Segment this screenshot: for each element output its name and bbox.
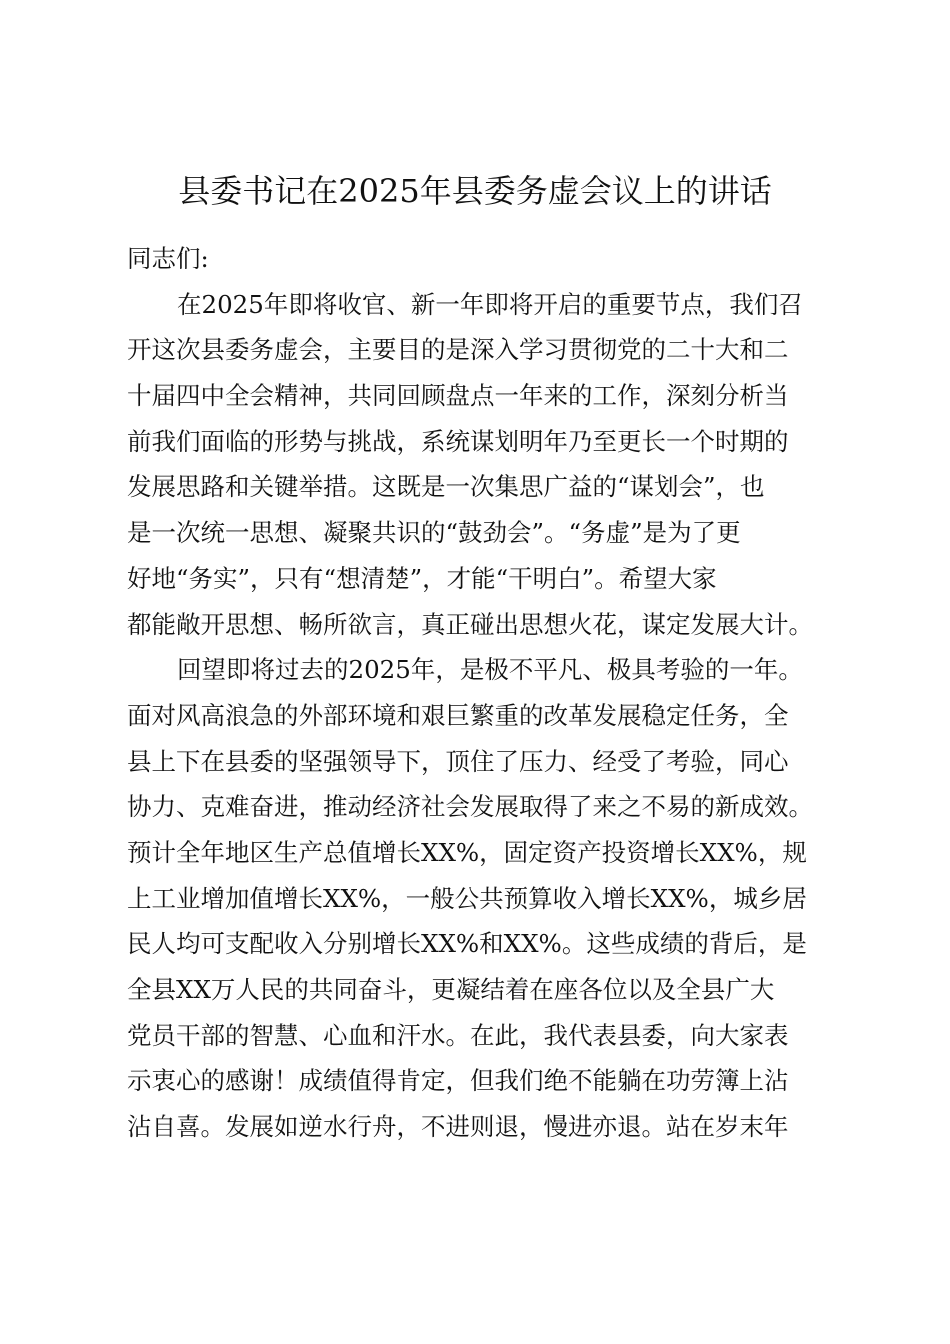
paragraph-2-line: 上工业增加值增长XX%，一般公共预算收入增长XX%，城乡居 — [127, 883, 807, 913]
paragraph-2-line: 示衷心的感谢！成绩值得肯定，但我们绝不能躺在功劳簿上沾 — [127, 1066, 789, 1096]
paragraph-1-line: 十届四中全会精神，共同回顾盘点一年来的工作，深刻分析当 — [127, 381, 789, 411]
paragraph-1-line: 开这次县委务虚会，主要目的是深入学习贯彻党的二十大和二 — [127, 335, 789, 365]
paragraph-1-line: 发展思路和关键举措。这既是一次集思广益的“谋划会”，也 — [127, 472, 765, 502]
paragraph-2-line: 回望即将过去的2025年，是极不平凡、极具考验的一年。 — [177, 655, 803, 685]
paragraph-1-line: 在2025年即将收官、新一年即将开启的重要节点，我们召 — [177, 289, 803, 319]
paragraph-2-line: 预计全年地区生产总值增长XX%，固定资产投资增长XX%，规 — [127, 837, 807, 867]
paragraph-2-line: 党员干部的智慧、心血和汗水。在此，我代表县委，向大家表 — [127, 1020, 789, 1050]
paragraph-2-line: 全县XX万人民的共同奋斗，更凝结着在座各位以及全县广大 — [127, 975, 775, 1004]
paragraph-1-line: 都能敞开思想、畅所欲言，真正碰出思想火花，谋定发展大计。 — [127, 609, 813, 639]
paragraph-1-line: 好地“务实”，只有“想清楚”，才能“干明白”。希望大家 — [127, 563, 717, 593]
paragraph-2-line: 面对风高浪急的外部环境和艰巨繁重的改革发展稳定任务，全 — [127, 700, 789, 730]
paragraph-1-line: 前我们面临的形势与挑战，系统谋划明年乃至更长一个时期的 — [127, 426, 789, 456]
document-title: 县委书记在2025年县委务虚会议上的讲话 — [178, 172, 772, 210]
paragraph-2-line: 协力、克难奋进，推动经济社会发展取得了来之不易的新成效。 — [127, 792, 813, 822]
paragraph-2-line: 沾自喜。发展如逆水行舟，不进则退，慢进亦退。站在岁末年 — [127, 1112, 789, 1142]
salutation: 同志们: — [127, 244, 209, 273]
paragraph-1-line: 是一次统一思想、凝聚共识的“鼓劲会”。“务虚”是为了更 — [127, 518, 741, 548]
paragraph-2-line: 县上下在县委的坚强领导下，顶住了压力、经受了考验，同心 — [127, 746, 789, 776]
document-body — [127, 236, 855, 1150]
paragraph-2-line: 民人均可支配收入分别增长XX%和XX%。这些成绩的背后，是 — [127, 929, 807, 959]
